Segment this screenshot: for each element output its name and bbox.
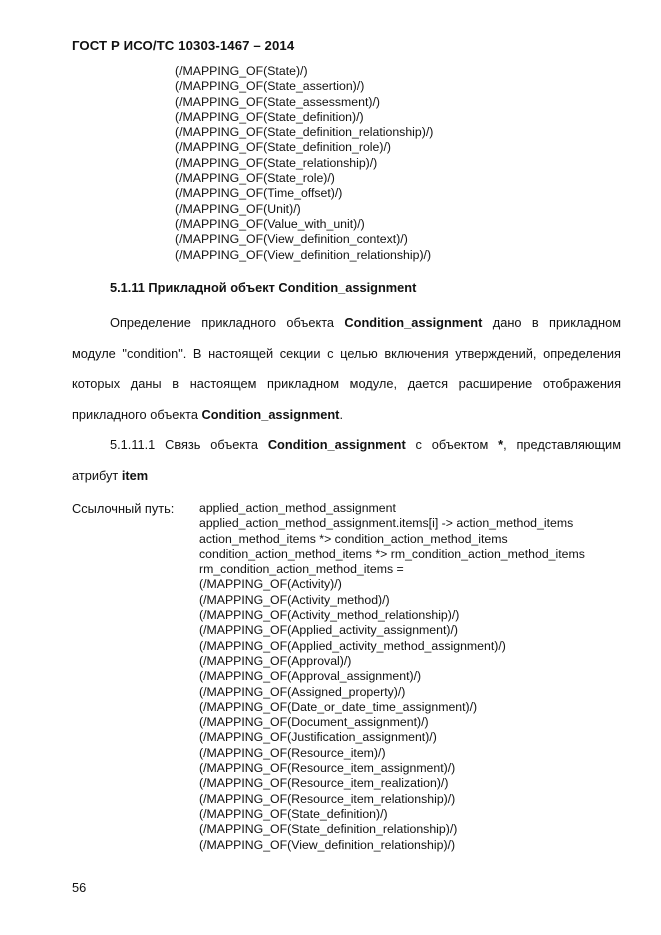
document-header: ГОСТ Р ИСО/ТС 10303-1467 – 2014 (72, 38, 295, 53)
path-line: (/MAPPING_OF(Applied_activity_method_assignment)/) (199, 638, 506, 653)
mapping-list-continued (175, 64, 433, 263)
mapping-line: (/MAPPING_OF(Time_offset)/) (175, 186, 343, 201)
page-number: 56 (72, 880, 87, 895)
path-line: (/MAPPING_OF(Applied_activity_assignment)/) (199, 623, 459, 638)
path-line: (/MAPPING_OF(Approval)/) (199, 653, 352, 668)
mapping-line: (/MAPPING_OF(Value_with_unit)/) (175, 216, 365, 231)
subsection-line: атрибут item (72, 467, 149, 483)
mapping-line: (/MAPPING_OF(View_definition_context)/) (175, 232, 408, 247)
path-line: (/MAPPING_OF(Assigned_property)/) (199, 684, 406, 699)
path-line: (/MAPPING_OF(Activity)/) (199, 577, 342, 592)
path-line: (/MAPPING_OF(View_definition_relationship)/) (199, 837, 456, 852)
mapping-line: (/MAPPING_OF(View_definition_relationship)/) (175, 247, 432, 262)
path-line: (/MAPPING_OF(Document_assignment)/) (199, 715, 429, 730)
path-line: (/MAPPING_OF(Resource_item_realization)/) (199, 776, 449, 791)
path-line: (/MAPPING_OF(Date_or_date_time_assignment)/) (199, 699, 478, 714)
path-line: (/MAPPING_OF(State_definition_relationship)/) (199, 822, 458, 837)
section-heading: 5.1.11 Прикладной объект Condition_assignment (110, 280, 417, 295)
mapping-line: (/MAPPING_OF(State_role)/) (175, 171, 335, 186)
path-line: condition_action_method_items *> rm_condition_action_method_items (199, 546, 585, 561)
mapping-line: (/MAPPING_OF(State_relationship)/) (175, 155, 378, 170)
subsection-line: 5.1.11.1 Связь объекта Condition_assignment с объектом *, представляющим (110, 437, 621, 452)
reference-path-lines (199, 501, 585, 853)
subsection-title (72, 435, 621, 496)
mapping-line: (/MAPPING_OF(State_assessment)/) (175, 94, 381, 109)
path-line: (/MAPPING_OF(Resource_item_assignment)/) (199, 761, 456, 776)
path-line: (/MAPPING_OF(Resource_item_relationship)/) (199, 791, 456, 806)
path-line: (/MAPPING_OF(Resource_item)/) (199, 745, 386, 760)
path-line: action_method_items *> condition_action_method_items (199, 531, 508, 546)
section-paragraph (72, 313, 621, 435)
mapping-line: (/MAPPING_OF(State_definition_relationship)/) (175, 125, 434, 140)
mapping-line: (/MAPPING_OF(State_definition)/) (175, 109, 364, 124)
path-line: (/MAPPING_OF(Activity_method_relationship)/) (199, 608, 460, 623)
paragraph-line: Определение прикладного объекта Condition_assignment дано в прикладном (110, 315, 622, 330)
mapping-line: (/MAPPING_OF(Unit)/) (175, 201, 301, 216)
path-line: (/MAPPING_OF(Activity_method)/) (199, 592, 390, 607)
mapping-line: (/MAPPING_OF(State_assertion)/) (175, 79, 365, 94)
mapping-line: (/MAPPING_OF(State_definition_role)/) (175, 140, 391, 155)
paragraph-line: которых даны в настоящем прикладном модуле, дается расширение отображения (72, 376, 621, 391)
path-line: (/MAPPING_OF(Justification_assignment)/) (199, 730, 437, 745)
path-line: rm_condition_action_method_items = (199, 562, 404, 577)
path-line: (/MAPPING_OF(Approval_assignment)/) (199, 669, 422, 684)
paragraph-line: модуле "condition". В настоящей секции с целью включения утверждений, определения (72, 345, 621, 361)
mapping-line: (/MAPPING_OF(State)/) (175, 64, 308, 78)
path-line: applied_action_method_assignment.items[i] -> action_method_items (199, 516, 574, 531)
paragraph-line: прикладного объекта Condition_assignment. (72, 406, 343, 422)
path-line: applied_action_method_assignment (199, 501, 396, 515)
path-line: (/MAPPING_OF(State_definition)/) (199, 806, 388, 821)
reference-path-label: Ссылочный путь: (72, 501, 175, 516)
